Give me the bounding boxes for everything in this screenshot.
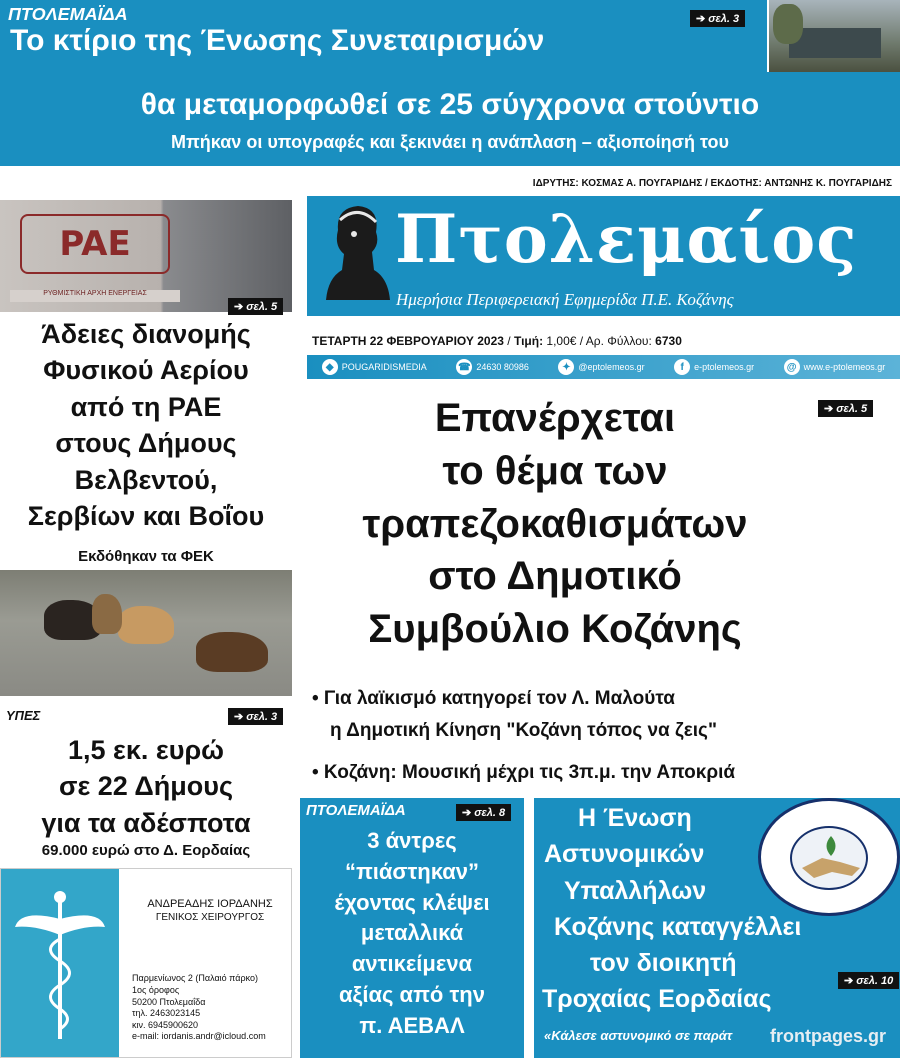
phone-icon: ☎ [456,359,472,375]
main-headline[interactable]: Επανέρχεται το θέμα των τραπεζοκαθισμάτων στο Δημοτικό Συμβούλιο Κοζάνης [362,396,748,652]
main-bullet-1-line1: • Για λαϊκισμό κατηγορεί τον Λ. Μαλούτα [312,688,675,709]
rae-page-ref[interactable]: ➔ σελ. 5 [228,298,283,315]
web-icon: @ [784,359,800,375]
founder-line: ΙΔΡΥΤΗΣ: ΚΟΣΜΑΣ Α. ΠΟΥΓΑΡΙΔΗΣ / ΕΚΔΟΤΗΣ: ΑΝΤΩΝΗΣ Κ. ΠΟΥΓΑΡΙΔΗΣ [532,178,892,189]
twitter-icon: ✦ [558,359,574,375]
main-story-page-ref[interactable]: ➔ σελ. 5 [818,400,873,417]
main-bullet-1-line2: η Δημοτική Κίνηση "Κοζάνη τόπος να ζεις" [330,720,717,741]
social-item-web[interactable]: @ www.e-ptolemeos.gr [784,359,886,375]
dog-shape [118,606,174,644]
issue-label: Αρ. Φύλλου: [585,334,652,348]
issue-date: ΤΕΤΑΡΤΗ 22 ΦΕΒΡΟΥΑΡΙΟΥ 2023 [312,334,504,348]
dog-shape [196,632,268,672]
logo-icon: ◆ [322,359,338,375]
police-page-ref[interactable]: ➔ σελ. 10 [838,972,899,989]
top-headline-line1[interactable]: Το κτίριο της Ένωσης Συνεταιρισμών [10,24,545,57]
building-shape [789,28,881,58]
price-label: Τιμή: [513,334,544,348]
tree-shape [773,4,803,44]
top-subheading: Μπήκαν οι υπογραφές και ξεκινάει η ανάπλαση – αξιοποίησή του [171,132,729,152]
issue-number: 6730 [655,334,682,348]
police-headline: Η Ένωση Αστυνομικών Υπαλλήλων Κοζάνης καταγγέλλει τον διοικητή Τροχαίας Εορδαίας [542,804,802,1014]
ad-doctor-name: ΑΝΔΡΕΑΔΗΣ ΙΟΡΔΑΝΗΣ [147,898,273,910]
ptolemy-bust-icon [318,200,396,308]
ad-contact: τηλ. 2463023145 κιν. 6945900620 e-mail: iordanis.andr@icloud.com [132,1008,266,1042]
top-story-photo[interactable] [767,0,900,72]
rae-headline[interactable]: Άδειες διανομής Φυσικού Αερίου από τη ΡΑΕ στους Δήμους Βελβεντού, Σερβίων και Βοΐου [27,319,265,532]
watermark: frontpages.gr [770,1026,887,1046]
social-item-facebook[interactable]: f e-ptolemeos.gr [674,359,754,375]
ad-address: Παρμενίωνος 2 (Παλαιό πάρκο) 1ος όροφος 50200 Πτολεμαΐδα [132,973,258,1008]
rae-subheading: Εκδόθηκαν τα ΦΕΚ [78,548,214,565]
price-value: 1,00€ [546,334,577,348]
top-headline-line2[interactable]: θα μεταμορφωθεί σε 25 σύγχρονα στούντιο [140,88,760,121]
crime-kicker: ΠΤΟΛΕΜΑΪΔΑ [306,802,406,819]
social-bar [307,355,900,379]
main-bullet-2: • Κοζάνη: Μουσική μέχρι τις 3π.μ. την Αποκριά [312,762,736,783]
ad-doctor-title: ΓΕΝΙΚΟΣ ΧΕΙΡΟΥΡΓΟΣ [155,912,265,923]
crime-headline: 3 άντρες “πιάστηκαν” έχοντας κλέψει μεταλλικά αντικείμενα αξίας από την π. ΑΕΒΑΛ [334,828,490,1038]
issue-line: ΤΕΤΑΡΤΗ 22 ΦΕΒΡΟΥΑΡΙΟΥ 2023 / Τιμή: 1,00€ / Αρ. Φύλλου: 6730 [312,334,682,348]
masthead-title[interactable]: Πτολεμαίος [395,200,858,278]
stray-dogs-photo[interactable] [0,570,292,696]
police-quote: «Κάλεσε αστυνομικό σε παράτ [544,1028,733,1043]
top-kicker: ΠΤΟΛΕΜΑΪΔΑ [8,4,128,24]
masthead-subtitle: Ημερήσια Περιφερειακή Εφημερίδα Π.Ε. Κοζάνης [396,290,734,309]
top-story-page-ref[interactable]: ➔ σελ. 3 [690,10,745,27]
crime-page-ref[interactable]: ➔ σελ. 8 [456,804,511,821]
ad-color-panel [1,869,119,1057]
social-item-twitter[interactable]: ✦ @eptolemeos.gr [558,359,644,375]
ypes-subheading: 69.000 ευρώ στο Δ. Εορδαίας [41,842,251,859]
caduceus-icon [1,869,119,1057]
facebook-icon: f [674,359,690,375]
ypes-kicker: ΥΠΕΣ [6,708,41,723]
ypes-page-ref[interactable]: ➔ σελ. 3 [228,708,283,725]
rae-photo-logo: PAE [20,214,170,274]
ypes-headline[interactable]: 1,5 εκ. ευρώ σε 22 Δήμους για τα αδέσποτα [41,735,251,838]
social-item-logo[interactable]: ◆ POUGARIDISMEDIA [322,359,427,375]
dog-shape [92,594,122,634]
social-item-phone[interactable]: ☎ 24630 80986 [456,359,529,375]
rae-photo-caption: ΡΥΘΜΙΣΤΙΚΗ ΑΡΧΗ ΕΝΕΡΓΕΙΑΣ [10,290,180,302]
